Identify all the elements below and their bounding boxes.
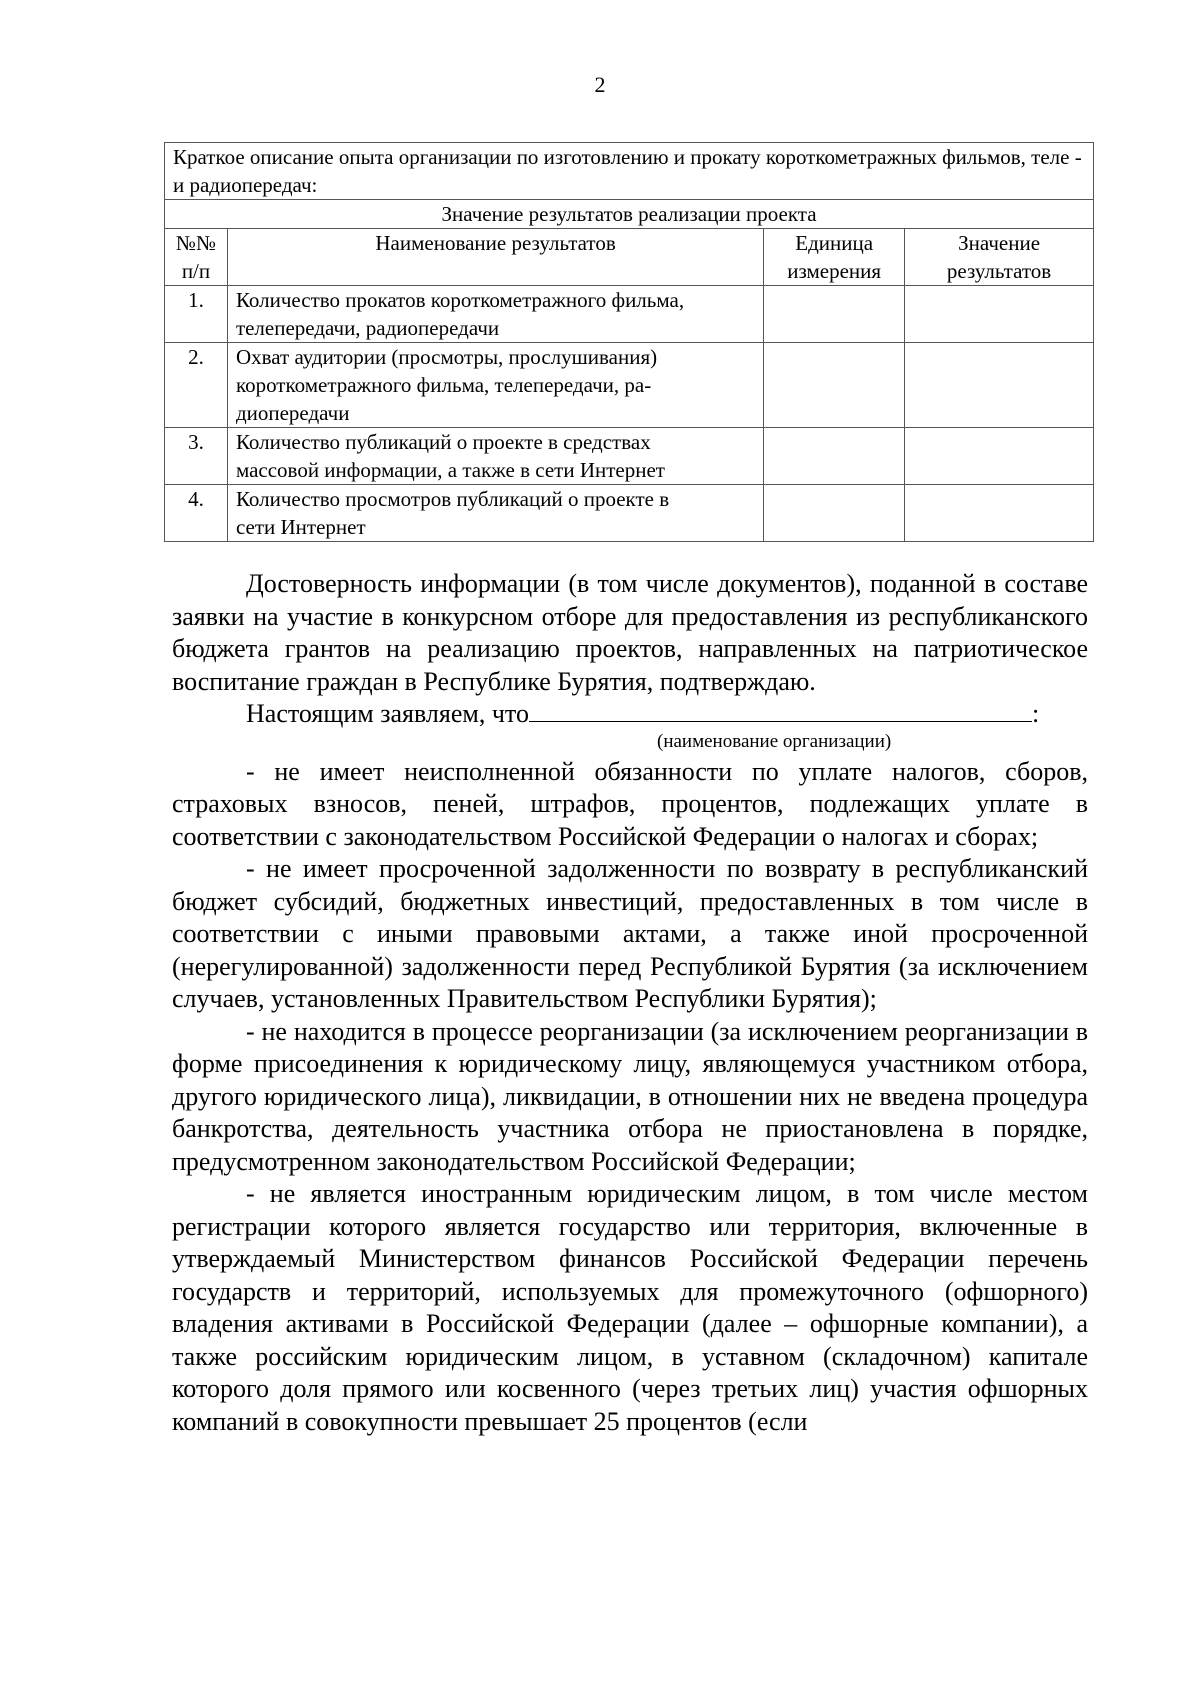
table-row xyxy=(165,286,1094,343)
paragraph-authenticity: Достоверность информации (в том числе документов), поданной в составе заявки на участие в конкурсном отборе для предоставления из республиканского бюджета грантов на реализацию проектов, направленных на патриотическое воспитание граждан в Республике Бурятия, подтверждаю. xyxy=(172,569,1088,696)
table-subtitle: Значение результатов реализации проекта xyxy=(165,200,1094,229)
row-unit xyxy=(764,485,905,542)
paragraph-reorganization: - не находится в процессе реорганизации (за исключением реорганизации в форме присоединения к юридическому лицу, являющемуся участником отбора, другого юридического лица), ликвидации, в отношении них не введена процедура банкротства, деятельность участника отбора не приостановлена в порядке, предусмотренном законодательством Российской Федерации; xyxy=(172,1016,1088,1176)
table-description-row xyxy=(165,143,1094,200)
header-name: Наименование результатов xyxy=(227,229,763,286)
declaration-suffix: : xyxy=(1031,699,1040,728)
header-unit-line1: Единица xyxy=(795,231,874,255)
row-name-line: короткометражного фильма, телепередачи, ра- xyxy=(235,373,652,397)
declaration-prefix: Настоящим заявляем, что xyxy=(246,699,529,728)
row-name-line: Охват аудитории (просмотры, прослушивания) xyxy=(235,345,658,369)
table-description: Краткое описание опыта организации по изготовлению и прокату короткометражных фильмов, теле - и радиопередач: xyxy=(165,143,1094,200)
header-num-line2: п/п xyxy=(181,259,211,283)
paragraph-debts: - не имеет просроченной задолженности по возврату в республиканский бюджет субсидий, бюджетных инвестиций, предоставленных в том числе в соответствии с иными правовыми актами, а также иной просроченной (нерегулированной) задолженности перед Республикой Бурятия (за исключением случаев, установленных Правительством Республики Бурятия); xyxy=(172,854,1088,1013)
header-value-line2: результатов xyxy=(946,259,1052,283)
table-header-row xyxy=(165,229,1094,286)
row-name xyxy=(227,485,763,542)
row-value xyxy=(905,428,1094,485)
organization-name-blank xyxy=(529,699,1032,722)
row-value xyxy=(905,343,1094,428)
table-row xyxy=(165,343,1094,428)
document-body xyxy=(172,568,1088,1438)
header-value xyxy=(905,229,1094,286)
row-name xyxy=(227,286,763,343)
row-value xyxy=(905,286,1094,343)
organization-name-caption: (наименование организации) xyxy=(657,730,892,752)
paragraph-offshore: - не является иностранным юридическим лицом, в том числе местом регистрации которого является государство или территория, включенные в утверждаемый Министерством финансов Российской Федерации перечень государств и территорий, используемых для промежуточного (офшорного) владения активами в Российской Федерации (далее – офшорные компании), а также российским юридическим лицом, в уставном (складочном) капитале которого доля прямого или косвенного (через третьих лиц) участия офшорных компаний в совокупности превышает 25 процентов (если xyxy=(172,1179,1088,1436)
header-num-line1: №№ xyxy=(175,231,216,255)
paragraph-taxes: - не имеет неисполненной обязанности по уплате налогов, сборов, страховых взносов, пеней, штрафов, процентов, подлежащих уплате в соответствии с законодательством Российской Федерации о налогах и сборах; xyxy=(172,756,1088,851)
row-name-line: телепередачи, радиопередачи xyxy=(235,316,500,340)
row-unit xyxy=(764,286,905,343)
header-num xyxy=(165,229,228,286)
row-num: 1. xyxy=(165,286,228,343)
row-name xyxy=(227,428,763,485)
table-subtitle-row xyxy=(165,200,1094,229)
row-name-line: сети Интернет xyxy=(235,515,366,539)
row-unit xyxy=(764,428,905,485)
page-number: 2 xyxy=(594,72,606,97)
row-num: 4. xyxy=(165,485,228,542)
row-unit xyxy=(764,343,905,428)
row-num: 2. xyxy=(165,343,228,428)
row-name xyxy=(227,343,763,428)
row-name-line: Количество публикаций о проекте в средствах xyxy=(235,430,651,454)
row-name-line: диопередачи xyxy=(235,401,350,425)
declaration-line xyxy=(172,698,1088,731)
row-value xyxy=(905,485,1094,542)
row-name-line: массовой информации, а также в сети Интернет xyxy=(235,458,665,482)
header-value-line1: Значение xyxy=(958,231,1041,255)
header-unit xyxy=(764,229,905,286)
row-name-line: Количество просмотров публикаций о проекте в xyxy=(235,487,670,511)
row-name-line: Количество прокатов короткометражного фильма, xyxy=(235,288,685,312)
table-row xyxy=(165,485,1094,542)
header-unit-line2: измерения xyxy=(787,259,882,283)
row-num: 3. xyxy=(165,428,228,485)
table-row xyxy=(165,428,1094,485)
results-table xyxy=(164,142,1094,542)
